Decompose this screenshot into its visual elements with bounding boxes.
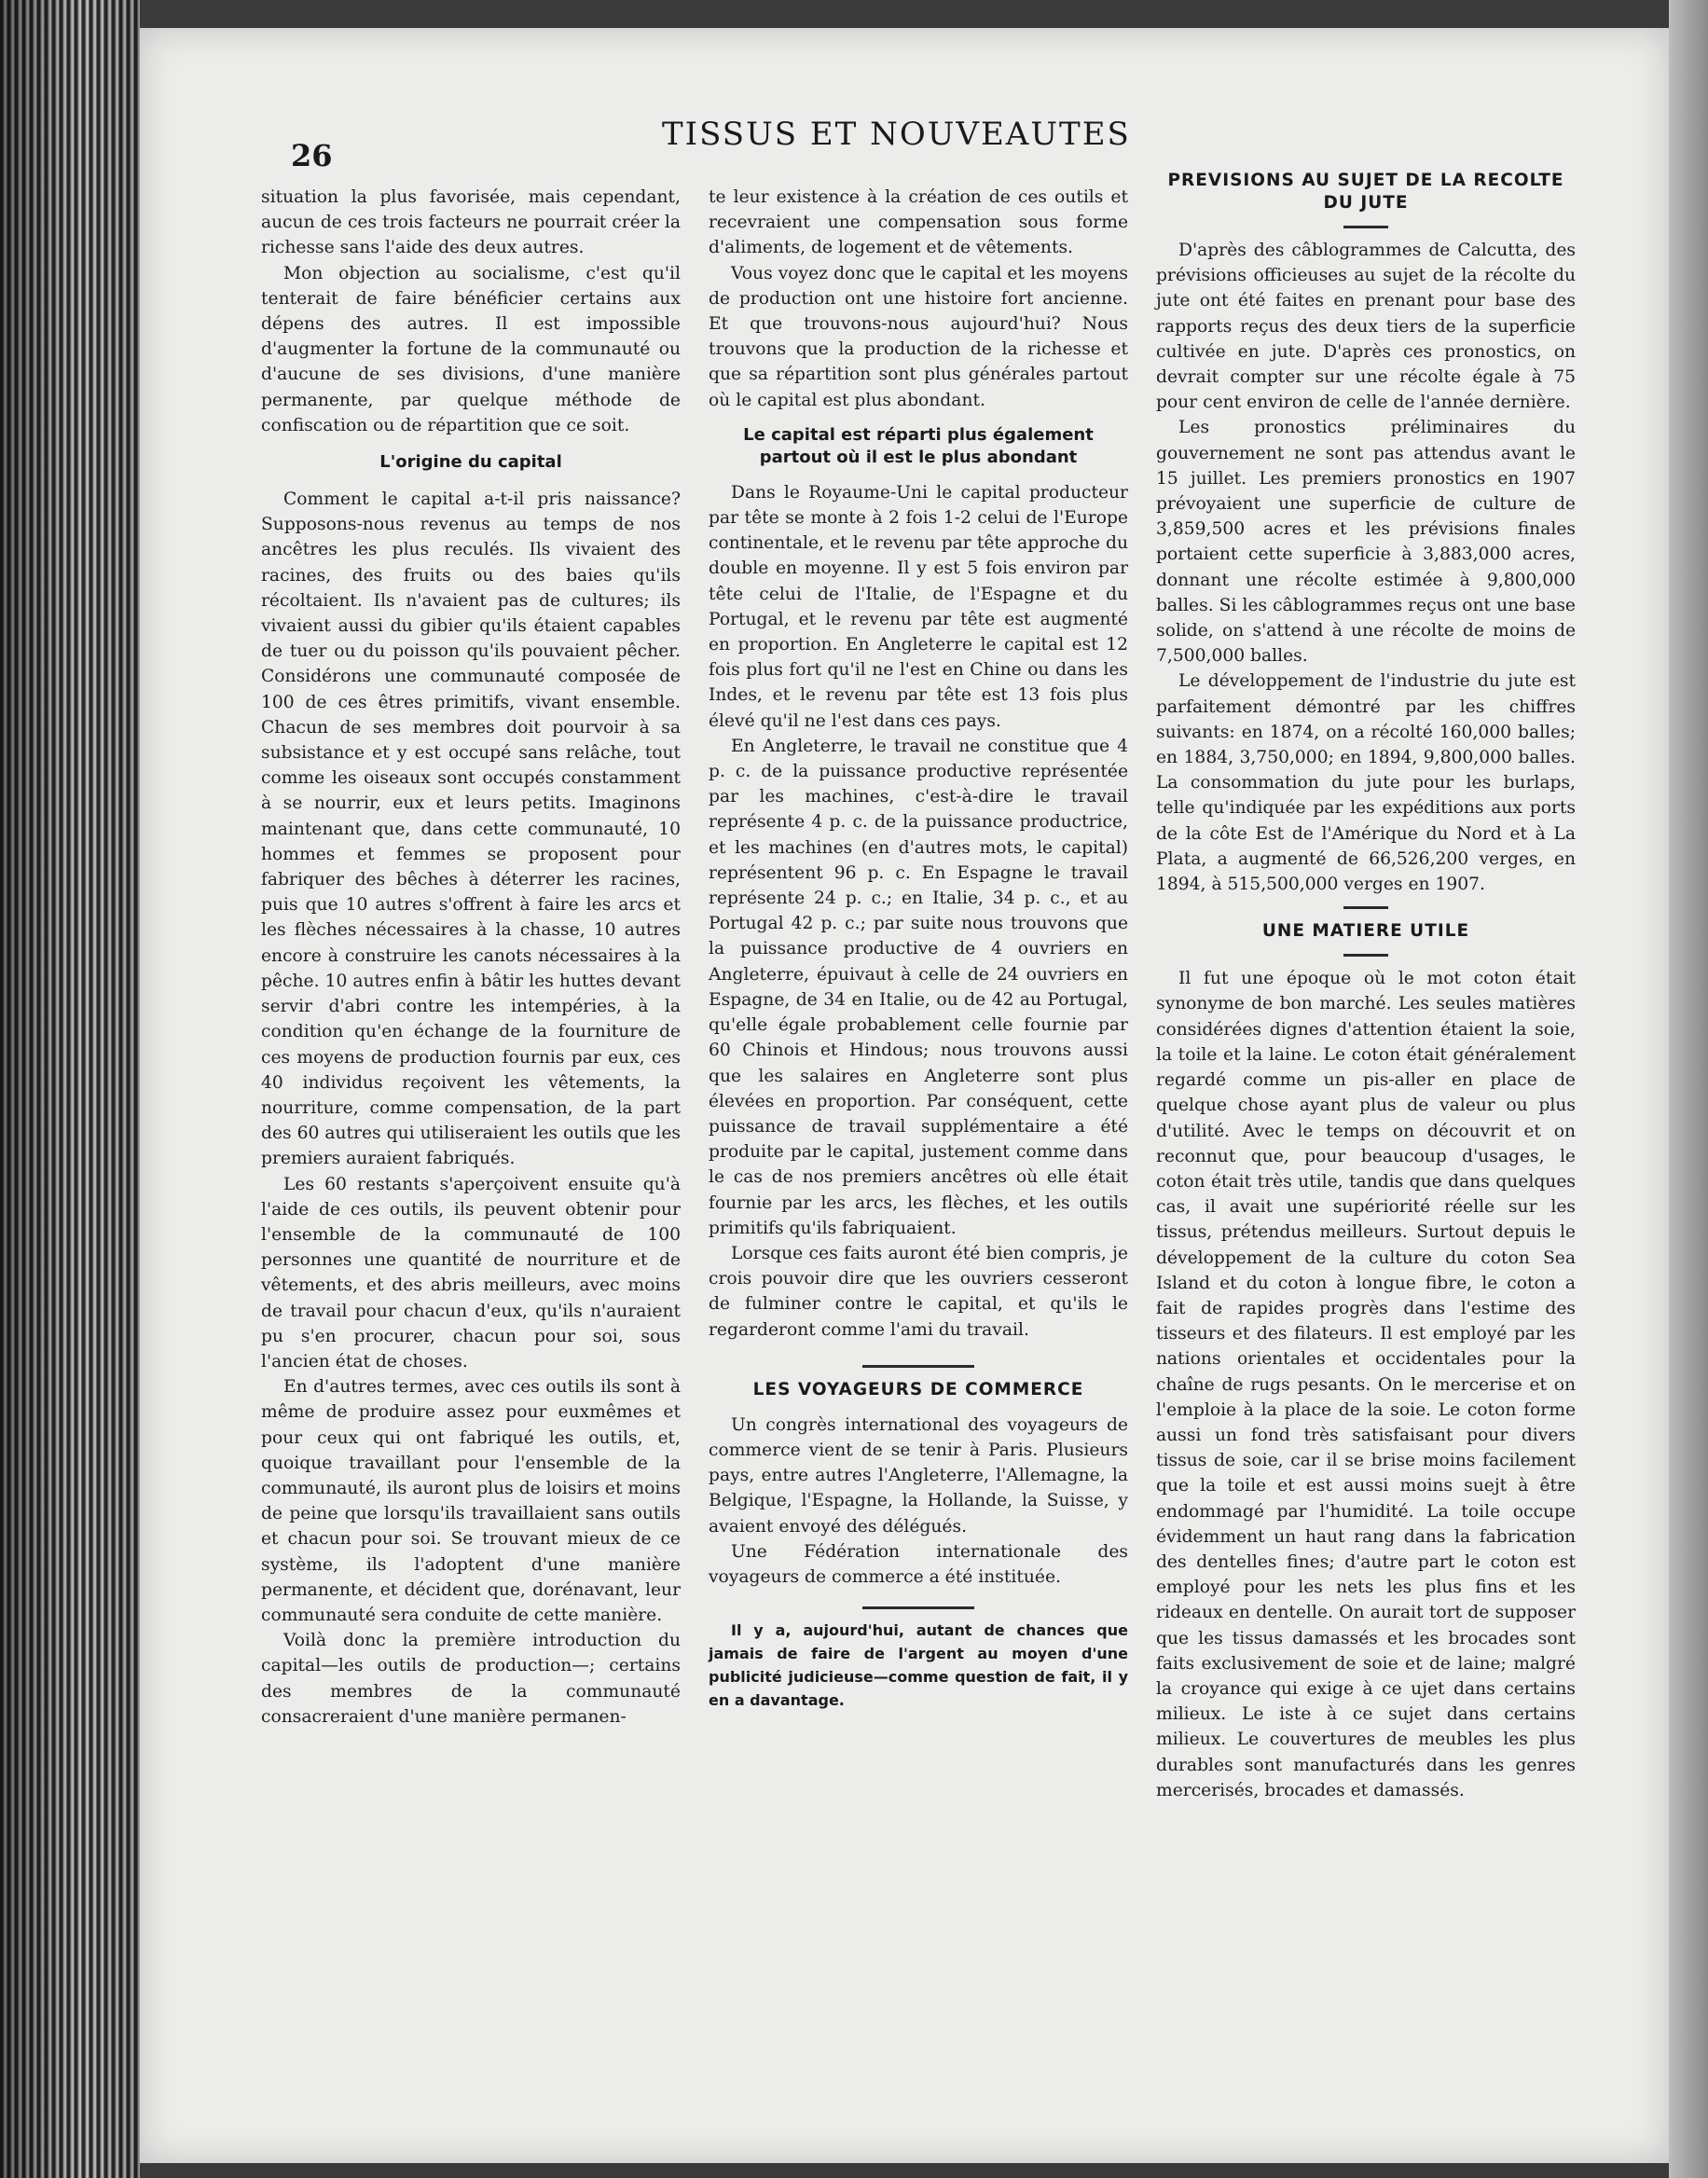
page-title: TISSUS ET NOUVEAUTES bbox=[662, 116, 1131, 153]
paragraph: Voilà donc la première introduction du capital—les outils de production—; certains des membres de la communauté consacreraient d'une manière permanen- bbox=[261, 1631, 681, 1727]
book-edge-shadow bbox=[0, 0, 140, 2178]
paragraph: Un congrès international des voyageurs de commerce vient de se tenir à Paris. Plusieurs pays, entre autres l'Angleterre, l'Allemagne, la Belgique, l'Espagne, la Hollande, la Suisse, y avaient envoyé des délégués. bbox=[709, 1414, 1128, 1537]
page-number: 26 bbox=[291, 138, 333, 173]
paragraph: situation la plus favorisée, mais cependant, aucun de ces trois facteurs ne pourrait créer la richesse sans l'aide des deux autres. bbox=[261, 187, 681, 258]
paragraph: Vous voyez donc que le capital et les moyens de production ont une histoire fort ancienne. Et que trouvons-nous aujourd'hui? Nous trouvons que la production de la richesse et que sa répartition sont plus générales partout où le capital est plus abondant. bbox=[709, 263, 1128, 410]
paragraph: Il fut une époque où le mot coton était synonyme de bon marché. Les seules matières considérées dignes d'attention étaient la soie, la toile et la laine. Le coton était généralement regardé comme un pis-aller en place de quelque chose ayant plus de valeur ou plus d'utilité. Avec le temps on découvrit et on reconnut que, pour beaucoup d'usages, le coton était très utile, tandis que dans quelques cas, il avait une supériorité réelle sur les tissus, prétendus meilleurs. Surtout depuis le développement de la culture du coton Sea Island et du coton à longue fibre, le coton a fait de rapides progrès dans l'estime des tisseurs et des filateurs. Il est employé par les nations orientales et occidentales pour la chaîne de rugs pesants. On le mercerise et on l'emploie à la place de la soie. Le coton forme aussi un fond très satisfaisant pour divers tissus de soie, car il se brise moins facilement que la toile et est aussi moins suejt à être endommagé par l'humidité. La toile occupe évidemment un haut rang dans la fabrication des dentelles fines; d'autre part le coton est employé pour les nets les plus fins et les rideaux en dentelle. On aurait tort de supposer que les tissus damassés et les brocades sont faits exclusivement de soie et de laine; malgré la croyance qui exige à ce ujet dans certains milieux. Le iste à ce sujet dans certains milieux. Le couvertures de meubles les plus durables sont manufacturés dans les genres mercerisés, brocades et damassés. bbox=[1156, 969, 1576, 1800]
section-heading: L'origine du capital bbox=[379, 452, 562, 473]
heading-rule bbox=[1343, 954, 1388, 957]
section-heading: PREVISIONS AU SUJET DE LA RECOLTE DU JUTE bbox=[1167, 171, 1564, 213]
paragraph: D'après des câblogrammes de Calcutta, des prévisions officieuses au sujet de la récolte du jute ont été faites en prenant pour base des rapports reçus des deux tiers de la superficie cultivée en jute. D'après ces pronostics, on devrait compter sur une récolte égale à 75 pour cent environ de celle de l'année dernière. bbox=[1156, 241, 1576, 413]
paragraph: En Angleterre, le travail ne constitue que 4 p. c. de la puissance productive représentée par les machines, c'est-à-dire le travail représente 4 p. c. de la puissance productrice, et les machines (en d'autres mots, le capital) représentent 96 p. c. En Espagne le travail représente 24 p. c.; en Italie, 34 p. c., et au Portugal 42 p. c.; par suite nous trouvons que la puissance productive de 4 ouvriers en Angleterre, épuivaut à celle de 24 ouvriers en Espagne, de 34 en Italie, ou de 42 au Portugal, qu'elle égale probablement celle fournie par 60 Chinois et Hindous; nous trouvons aussi que les salaires en Angleterre sont plus élevées en proportion. Par conséquent, cette puissance de travail supplémentaire a été produite par le capital, justement comme dans le cas de nos premiers ancêtres où elle était fournie par les arcs, les flèches, et les outils primitifs qu'ils fabriquaient. bbox=[709, 736, 1128, 1238]
text-column-3 bbox=[1156, 171, 1576, 1803]
paragraph: te leur existence à la création de ces outils et recevraient une compensation sous forme d'aliments, de logement et de vêtements. bbox=[709, 187, 1128, 258]
paragraph: Les 60 restants s'aperçoivent ensuite qu'à l'aide de ces outils, ils peuvent obtenir pour l'ensemble de la communauté de 100 personnes une quantité de nourriture et de vêtements, et des abris meilleurs, avec moins de travail pour chacun d'eux, qu'ils n'auraient pu s'en procurer, chacun pour soi, sous l'ancien état de choses. bbox=[261, 1174, 681, 1372]
section-heading: Le capital est réparti plus également partout où il est le plus abondant bbox=[743, 424, 1094, 467]
paragraph: Comment le capital a-t-il pris naissance? Supposons-nous revenus au temps de nos ancêtres les plus reculés. Ils vivaient des racines, des fruits ou des baies qu'ils récoltaient. Ils n'avaient pas de cultures; ils vivaient aussi du gibier qu'ils étaient capables de tuer ou du poisson qu'ils pouvaient pêcher. Considérons une communauté composée de 100 de ces êtres primitifs, vivant ensemble. Chacun de ses membres doit pourvoir à sa subsistance et y est occupé sans relâche, tout comme les oiseaux sont occupés constamment à se nourrir, eux et leurs petits. Imaginons maintenant que, dans cette communauté, 10 hommes et femmes se proposent pour fabriquer des bêches à déterrer les racines, puis que 10 autres s'offrent à faire les arcs et les flèches nécessaires à la chasse, 10 autres encore à construire les canots nécessaires à la pêche. 10 autres enfin à bâtir les huttes devant servir d'abri contre les intempéries, à la condition qu'en échange de la fourniture de ces moyens de production fournis par eux, ces 40 individus reçoivent les vêtements, la nourriture, comme compensation, de la part des 60 autres qui utiliseraient les outils que les premiers auraient fabriqués. bbox=[261, 489, 681, 1169]
section-divider bbox=[862, 1365, 974, 1368]
paragraph: Lorsque ces faits auront été bien compris, je crois pouvoir dire que les ouvriers cesseront de fulminer contre le capital, et qu'ils le regarderont comme l'ami du travail. bbox=[709, 1243, 1128, 1340]
paragraph: En d'autres termes, avec ces outils ils sont à même de produire assez pour euxmêmes et pour ceux qui ont fabriqué les outils, et, quoique travaillant pour l'ensemble de la communauté, ils auront plus de loisirs et moins de peine que lorsqu'ils travaillaient sans outils et chacun pour soi. Se trouvant mieux de ce système, ils l'adoptent d'une manière permanente, et décident que, dorénavant, leur communauté sera conduite de cette manière. bbox=[261, 1377, 681, 1625]
section-divider bbox=[862, 1606, 974, 1609]
heading-rule bbox=[1343, 226, 1388, 228]
paragraph: Dans le Royaume-Uni le capital producteur par tête se monte à 2 fois 1-2 celui de l'Europe continentale, et le revenu par tête approche du double en moyenne. Il y est 5 fois environ par tête celui de l'Italie, de l'Espagne et du Portugal, et le revenu par tête est augmenté en proportion. En Angleterre le capital est 12 fois plus fort qu'il ne l'est en Chine ou dans les Indes, et le revenu par tête est 13 fois plus élevé qu'il ne l'est dans ces pays. bbox=[709, 482, 1128, 731]
text-column-2 bbox=[709, 185, 1128, 1712]
paragraph: Une Fédération internationale des voyageurs de commerce a été instituée. bbox=[709, 1541, 1128, 1587]
section-divider bbox=[1343, 906, 1388, 909]
text-column-1 bbox=[261, 185, 681, 1730]
publicity-notice: Il y a, aujourd'hui, autant de chances que jamais de faire de l'argent au moyen d'une publicité judicieuse—comme question de fait, il y en a davantage. bbox=[709, 1621, 1128, 1710]
paragraph: Le développement de l'industrie du jute est parfaitement démontré par les chiffres suivants: en 1874, on a récolté 160,000 balles; en 1884, 3,750,000; en 1894, 9,800,000 balles. La consommation du jute pour les burlaps, telle qu'indiquée par les expéditions aux ports de la côte Est de l'Amérique du Nord et à La Plata, a augmenté de 66,526,200 verges, en 1894, à 515,500,000 verges en 1907. bbox=[1156, 671, 1576, 895]
scan-right-margin bbox=[1669, 0, 1708, 2178]
section-heading: UNE MATIERE UTILE bbox=[1261, 921, 1470, 942]
section-heading: LES VOYAGEURS DE COMMERCE bbox=[752, 1379, 1084, 1399]
paragraph: Mon objection au socialisme, c'est qu'il tenterait de faire bénéficier certains aux dépens des autres. Il est impossible d'augmenter la fortune de la communauté ou d'aucune de ses divisions, d'une manière permanente, par quelque méthode de confiscation ou de répartition que ce soit. bbox=[261, 263, 681, 435]
paragraph: Les pronostics préliminaires du gouvernement ne sont pas attendus avant le 15 juillet. Les premiers pronostics en 1907 prévoyaient une superficie de culture de 3,859,500 acres et les prévisions finales portaient cette superficie à 3,883,000 acres, donnant une récolte estimée à 9,800,000 balles. Si les câblogrammes reçus ont une base solide, on s'attend à une récolte de moins de 7,500,000 balles. bbox=[1156, 418, 1576, 667]
page-header bbox=[270, 103, 1650, 173]
